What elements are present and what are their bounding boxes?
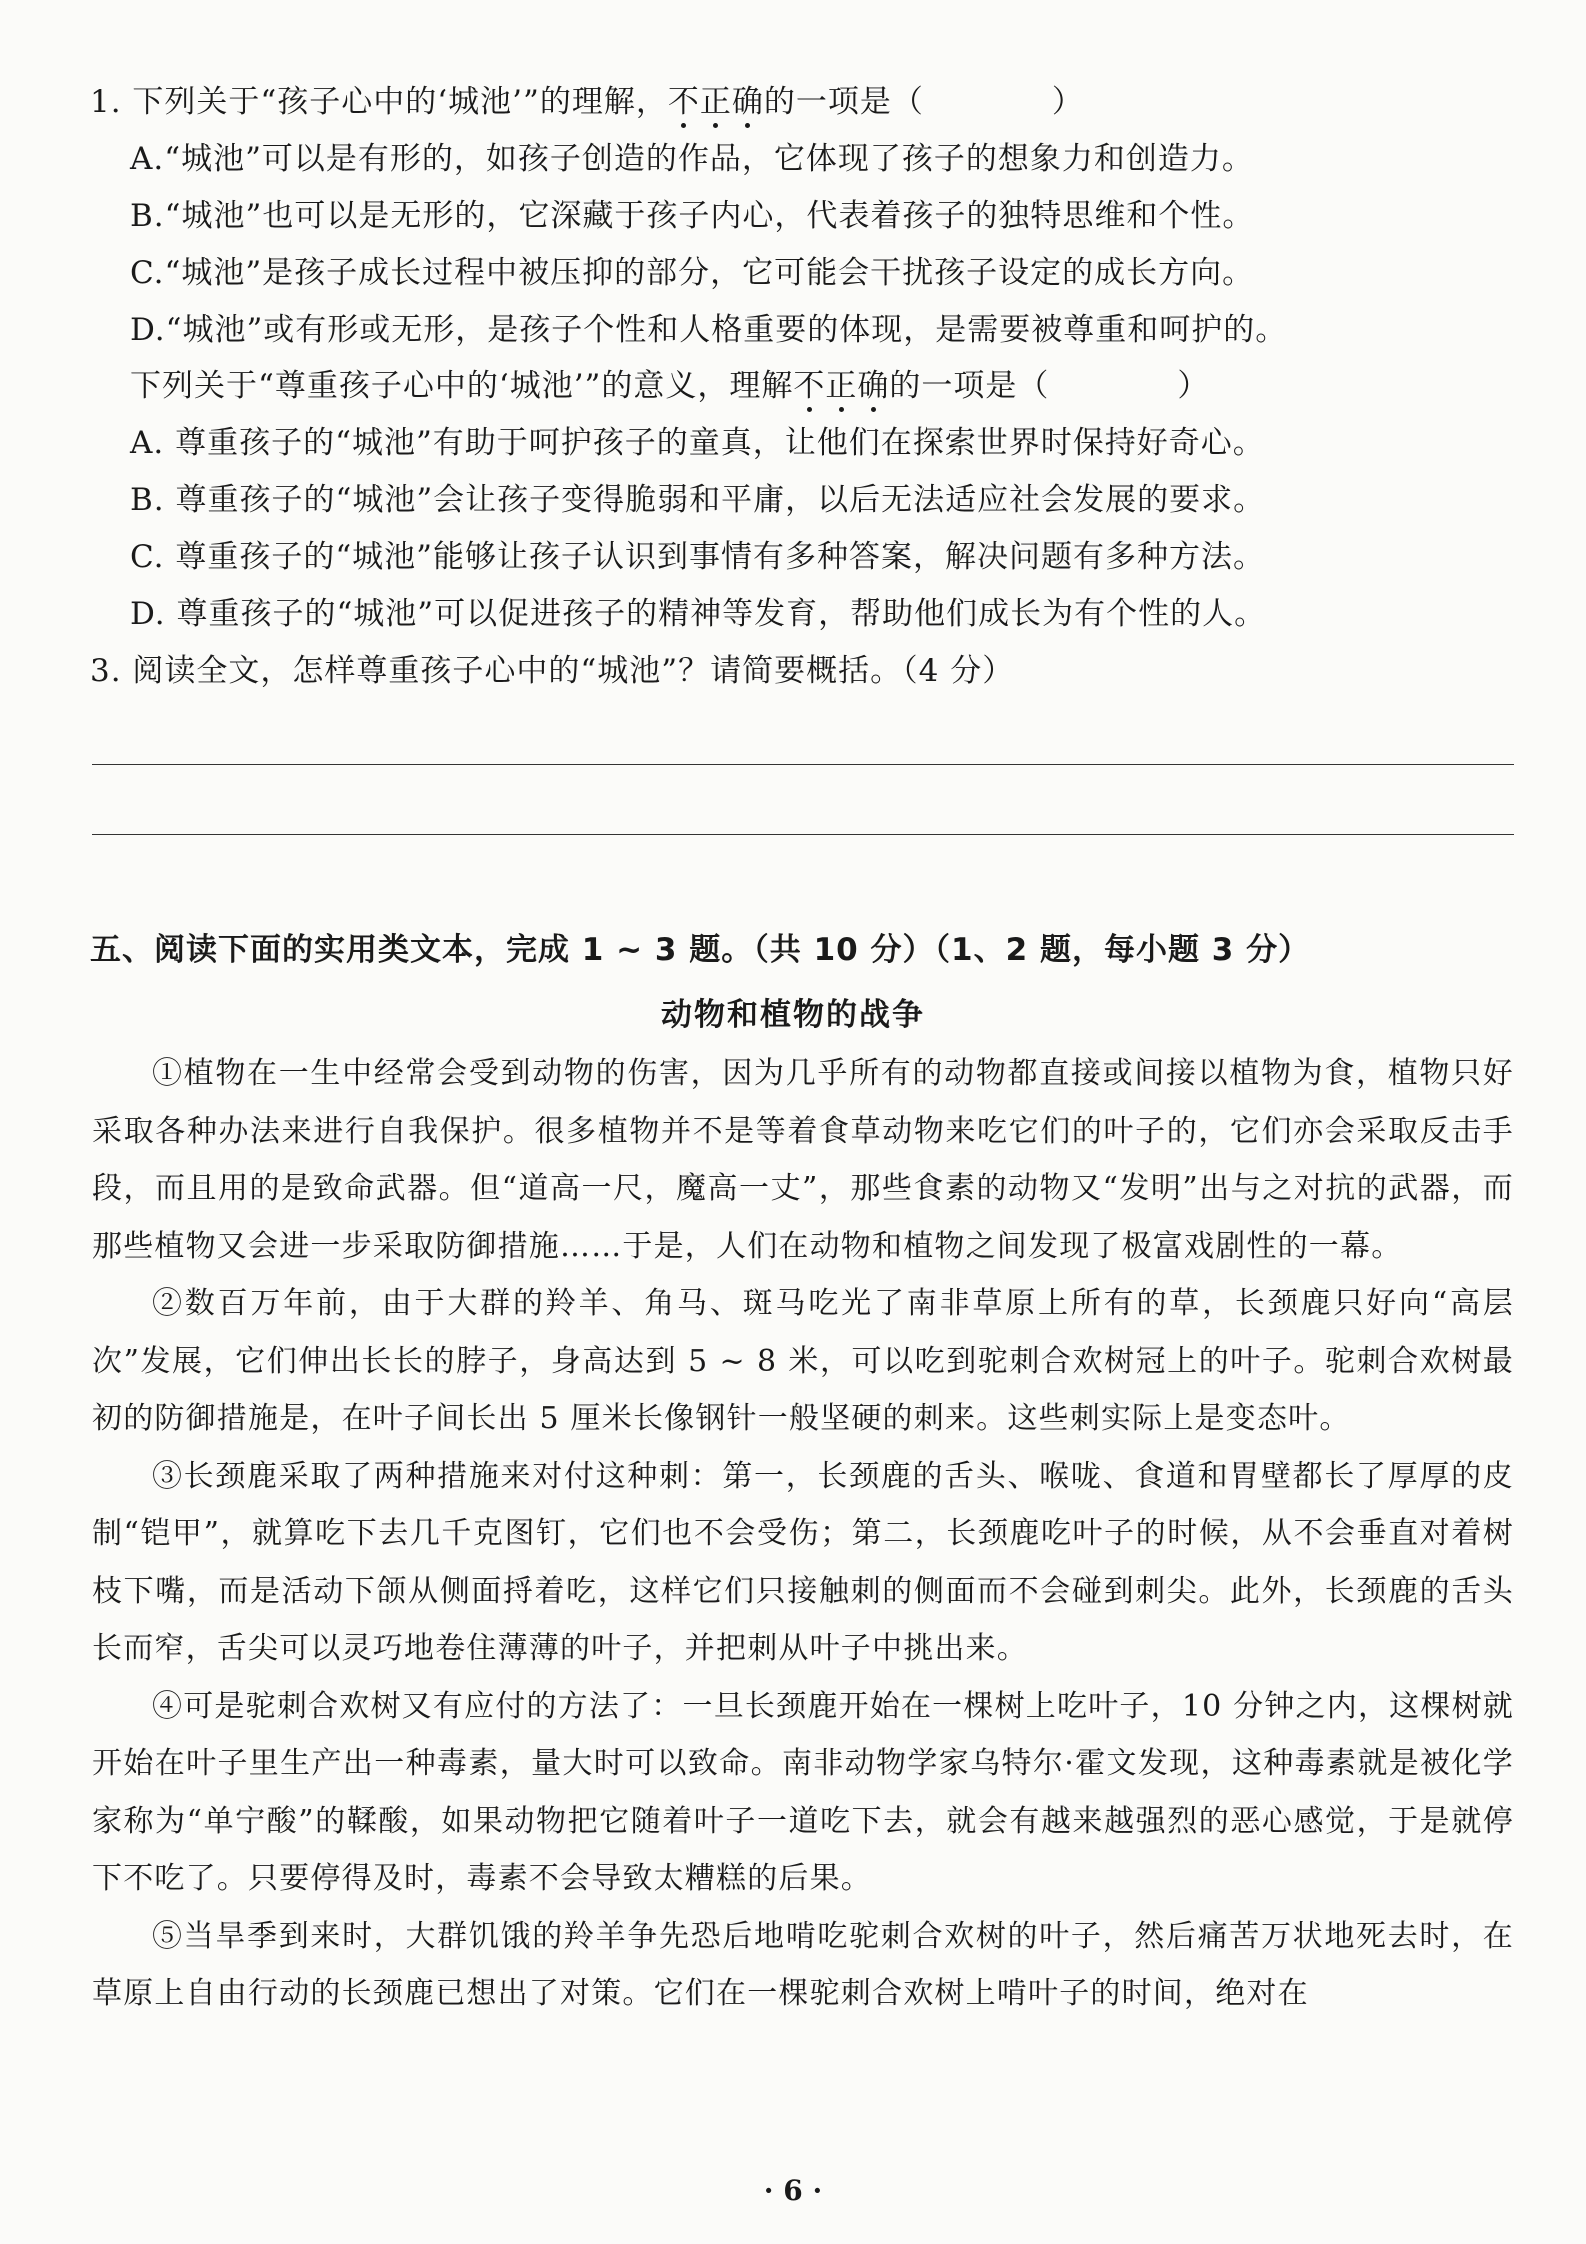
question-2-option-d: D. 尊重孩子的“城池”可以促进孩子的精神等发育，帮助他们成长为有个性的人。: [130, 596, 1267, 632]
article-paragraph-4: ④可是驼刺合欢树又有应付的方法了：一旦长颈鹿开始在一棵树上吃叶子，10 分钟之内，这棵树就开始在叶子里生产出一种毒素，量大时可以致命。南非动物学家乌特尔·霍文发现，这种毒素就是被化学家称为“单宁酸”的鞣酸，如果动物把它随着叶子一道吃下去，就会有越来越强烈的恶心感觉，于是就停下不吃了。只要停得及时，毒素不会导致太糟糕的后果。: [92, 1688, 1514, 1896]
question-2-stem-text-b: 的一项是（ ）: [889, 368, 1210, 404]
article-paragraph-3: ③长颈鹿采取了两种措施来对付这种刺：第一，长颈鹿的舌头、喉咙、食道和胃壁都长了厚厚的皮制“铠甲”，就算吃下去几千克图钉，它们也不会受伤；第二，长颈鹿吃叶子的时候，从不会垂直对着树枝下嘴，而是活动下颌从侧面捋着吃，这样它们只接触刺的侧面而不会碰到刺尖。此外，长颈鹿的舌头长而窄，舌尖可以灵巧地卷住薄薄的叶子，并把刺从叶子中挑出来。: [92, 1458, 1514, 1666]
article-body: [92, 1045, 1514, 2023]
question-2-option-c: C. 尊重孩子的“城池”能够让孩子认识到事情有多种答案，解决问题有多种方法。: [130, 539, 1266, 575]
question-2-stem: [130, 366, 1209, 406]
page-number: · 6 ·: [763, 2174, 823, 2207]
emphasis-char: 正: [699, 84, 732, 120]
question-1-option-d: D.“城池”或有形或无形，是孩子个性和人格重要的体现，是需要被尊重和呵护的。: [130, 312, 1288, 348]
question-3-stem: 3. 阅读全文，怎样尊重孩子心中的“城池”？请简要概括。（4 分）: [90, 653, 1015, 689]
question-1-stem-text-b: 的一项是（ ）: [763, 84, 1084, 120]
article-title: 动物和植物的战争: [661, 997, 925, 1033]
question-1-option-c: C.“城池”是孩子成长过程中被压抑的部分，它可能会干扰孩子设定的成长方向。: [130, 255, 1255, 291]
emphasis-char: 确: [731, 84, 764, 120]
question-2-option-a: A. 尊重孩子的“城池”有助于呵护孩子的童真，让他们在探索世界时保持好奇心。: [130, 425, 1265, 461]
question-1-option-a: A.“城池”可以是有形的，如孩子创造的作品，它体现了孩子的想象力和创造力。: [130, 141, 1254, 177]
question-1-stem-text-a: 1. 下列关于“孩子心中的‘城池’”的理解，: [90, 84, 668, 120]
emphasis-char: 不: [793, 368, 826, 404]
section-heading: 五、阅读下面的实用类文本，完成 1 ~ 3 题。（共 10 分）（1、2 题，每小题 3 分）: [90, 932, 1311, 968]
article-paragraph-5: ⑤当旱季到来时，大群饥饿的羚羊争先恐后地啃吃驼刺合欢树的叶子，然后痛苦万状地死去时，在草原上自由行动的长颈鹿已想出了对策。它们在一棵驼刺合欢树上啃叶子的时间，绝对在: [92, 1918, 1514, 2011]
answer-line[interactable]: [92, 764, 1514, 765]
emphasis-char: 正: [825, 368, 858, 404]
emphasis-char: 确: [857, 368, 890, 404]
emphasis-char: 不: [667, 84, 700, 120]
question-1-stem: [90, 82, 1084, 122]
question-2-option-b: B. 尊重孩子的“城池”会让孩子变得脆弱和平庸，以后无法适应社会发展的要求。: [130, 482, 1266, 518]
answer-line[interactable]: [92, 834, 1514, 835]
article-paragraph-2: ②数百万年前，由于大群的羚羊、角马、斑马吃光了南非草原上所有的草，长颈鹿只好向“高层次”发展，它们伸出长长的脖子，身高达到 5 ~ 8 米，可以吃到驼刺合欢树冠上的叶子。驼刺合欢树最初的防御措施是，在叶子间长出 5 厘米长像钢针一般坚硬的刺来。这些刺实际上是变态叶。: [92, 1286, 1514, 1436]
question-2-stem-text-a: 下列关于“尊重孩子心中的‘城池’”的意义，理解: [130, 368, 794, 404]
article-paragraph-1: ①植物在一生中经常会受到动物的伤害，因为几乎所有的动物都直接或间接以植物为食，植物只好采取各种办法来进行自我保护。很多植物并不是等着食草动物来吃它们的叶子的，它们亦会采取反击手段，而且用的是致命武器。但“道高一尺，魔高一丈”，那些食素的动物又“发明”出与之对抗的武器，而那些植物又会进一步采取防御措施……于是，人们在动物和植物之间发现了极富戏剧性的一幕。: [92, 1056, 1514, 1264]
question-1-option-b: B.“城池”也可以是无形的，它深藏于孩子内心，代表着孩子的独特思维和个性。: [130, 198, 1255, 234]
